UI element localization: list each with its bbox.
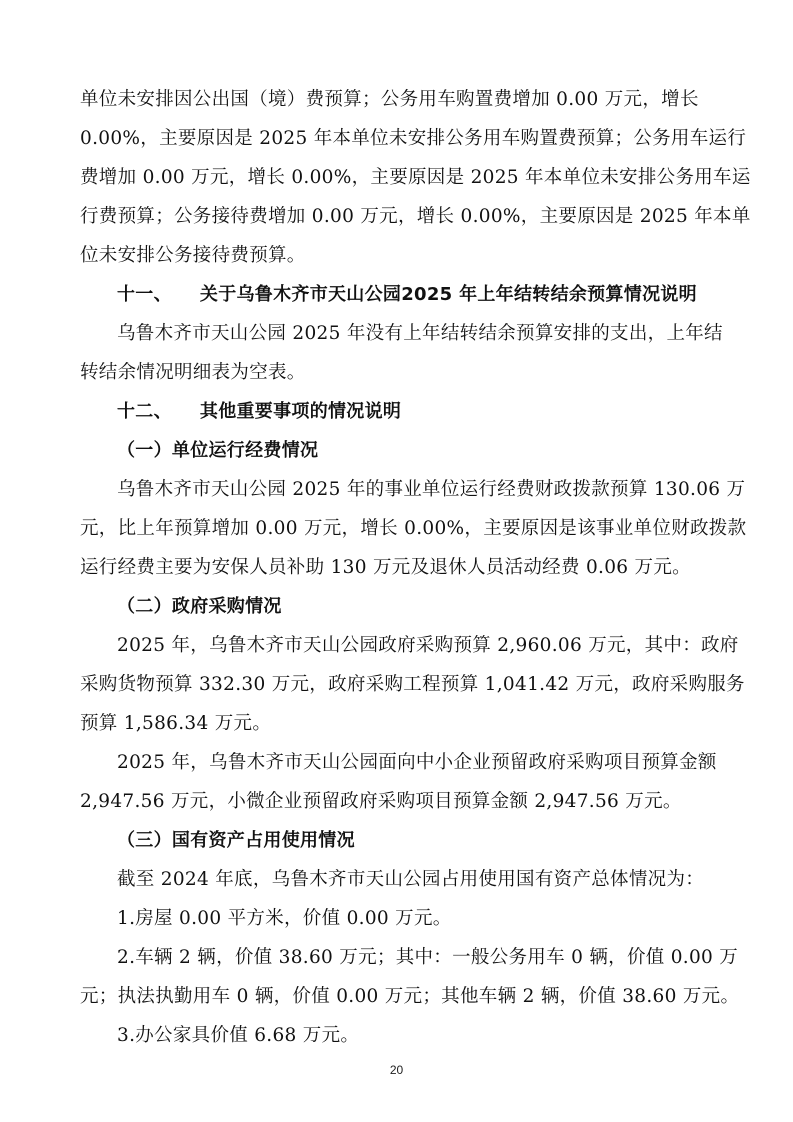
paragraph-line: 2025 年，乌鲁木齐市天山公园政府采购预算 2,960.06 万元，其中：政府 <box>117 635 739 656</box>
paragraph-line: 2,947.56 万元，小微企业预留政府采购项目预算金额 2,947.56 万元。 <box>80 791 682 812</box>
paragraph-line: 乌鲁木齐市天山公园 2025 年的事业单位运行经费财政拨款预算 130.06 万 <box>117 479 746 500</box>
section-title: 其他重要事项的情况说明 <box>199 401 402 422</box>
section-title: 关于乌鲁木齐市天山公园2025 年上年结转结余预算情况说明 <box>199 284 697 305</box>
paragraph-line: 截至 2024 年底，乌鲁木齐市天山公园占用使用国有资产总体情况为： <box>117 869 705 890</box>
section-number: 十二、 <box>117 401 172 422</box>
section-number: 十一、 <box>117 284 172 305</box>
subsection-heading: （一）单位运行经费情况 <box>117 440 319 461</box>
paragraph-line: 费增加 0.00 万元，增长 0.00%，主要原因是 2025 年本单位未安排公务用车运 <box>80 167 751 188</box>
paragraph-line: 2.车辆 2 辆，价值 38.60 万元；其中：一般公务用车 0 辆，价值 0.00 万 <box>117 947 739 968</box>
paragraph-line: 1.房屋 0.00 平方米，价值 0.00 万元。 <box>117 908 452 929</box>
paragraph-line: 运行经费主要为安保人员补助 130 万元及退休人员活动经费 0.06 万元。 <box>80 557 691 578</box>
subsection-heading: （二）政府采购情况 <box>117 596 282 617</box>
page-number: 20 <box>389 1063 404 1077</box>
paragraph-line: 位未安排公务接待费预算。 <box>80 245 306 266</box>
paragraph-line: 2025 年，乌鲁木齐市天山公园面向中小企业预留政府采购项目预算金额 <box>117 752 717 773</box>
paragraph-line: 行费预算；公务接待费增加 0.00 万元，增长 0.00%，主要原因是 2025 年本单 <box>80 206 751 227</box>
section-heading-12 <box>117 398 717 426</box>
paragraph-line: 乌鲁木齐市天山公园 2025 年没有上年结转结余预算安排的支出，上年结 <box>117 323 723 344</box>
subsection-heading: （三）国有资产占用使用情况 <box>117 830 355 851</box>
paragraph-line: 转结余情况明细表为空表。 <box>80 362 306 383</box>
paragraph-line: 元，比上年预算增加 0.00 万元，增长 0.00%，主要原因是该事业单位财政拨款 <box>80 518 747 539</box>
paragraph-line: 0.00%，主要原因是 2025 年本单位未安排公务用车购置费预算；公务用车运行 <box>80 128 747 149</box>
paragraph-line: 预算 1,586.34 万元。 <box>80 713 272 734</box>
paragraph-line: 元；执法执勤用车 0 辆，价值 0.00 万元；其他车辆 2 辆，价值 38.60 万元。 <box>80 986 740 1007</box>
paragraph-line: 3.办公家具价值 6.68 万元。 <box>117 1025 360 1046</box>
section-heading-11 <box>117 281 717 309</box>
paragraph-line: 采购货物预算 332.30 万元，政府采购工程预算 1,041.42 万元，政府采购服务 <box>80 674 745 695</box>
paragraph-line: 单位未安排因公出国（境）费预算；公务用车购置费增加 0.00 万元，增长 <box>80 89 699 110</box>
